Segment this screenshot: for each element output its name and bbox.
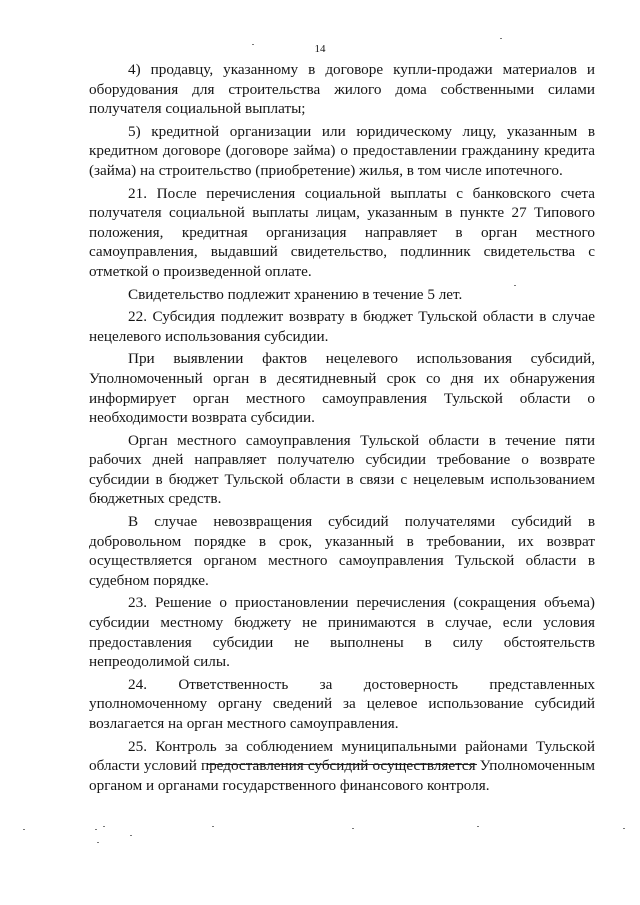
scan-speck bbox=[477, 826, 479, 827]
scan-speck bbox=[623, 828, 625, 829]
paragraph-item-4: 4) продавцу, указанному в договоре купли-продажи материалов и оборудования для строительства жилого дома собственными силами получателя социальной выплаты; bbox=[89, 61, 595, 118]
scan-speck bbox=[23, 829, 25, 830]
scan-speck bbox=[352, 828, 354, 829]
scan-speck bbox=[130, 835, 132, 836]
scan-speck bbox=[212, 826, 214, 827]
scan-speck bbox=[103, 826, 105, 827]
paragraph-judicial-recovery: В случае невозвращения субсидий получателями субсидий в добровольном порядке в срок, указанный в требовании, их возврат осуществляется органом местного самоуправления Тульской области в судебном порядке. bbox=[89, 513, 595, 589]
scan-speck bbox=[514, 285, 516, 286]
scan-speck bbox=[500, 38, 502, 39]
paragraph-23: 23. Решение о приостановлении перечисления (сокращения объема) субсидии местному бюджету не принимаются в случае, если условия предоставления субсидии не выполнены в силу обстоятельств непреодолимой силы. bbox=[89, 594, 595, 671]
end-of-text-rule bbox=[207, 764, 477, 765]
document-body bbox=[89, 60, 595, 798]
paragraph-24: 24. Ответственность за достоверность представленных уполномоченному органу сведений за целевое использование субсидий возлагается на орган местного самоуправления. bbox=[89, 675, 595, 732]
paragraph-item-5: 5) кредитной организации или юридическому лицу, указанным в кредитном договоре (договоре займа) о предоставлении гражданину кредита (займа) на строительство (приобретение) жилья, в том числе ипотечного. bbox=[89, 122, 595, 179]
paragraph-misuse-detection: При выявлении фактов нецелевого использования субсидий, Уполномоченный орган в десятидневный срок со дня их обнаружения информирует орган местного самоуправления Тульской области о необходимости возврата субсидии. bbox=[89, 350, 595, 427]
paragraph-25: 25. Контроль за соблюдением муниципальными районами Тульской области условий предоставления субсидий осуществляется Уполномоченным органом и органами государственного финансового контроля. bbox=[89, 737, 595, 794]
scan-speck bbox=[95, 829, 97, 830]
scan-speck bbox=[97, 842, 99, 843]
paragraph-22: 22. Субсидия подлежит возврату в бюджет Тульской области в случае нецелевого использования субсидии. bbox=[89, 308, 595, 345]
paragraph-refund-request: Орган местного самоуправления Тульской области в течение пяти рабочих дней направляет получателю субсидии требование о возврате субсидии в бюджет Тульской области в связи с нецелевым использованием бюджетных средств. bbox=[89, 431, 595, 508]
page-number: 14 bbox=[314, 43, 326, 55]
scan-speck bbox=[252, 44, 254, 45]
paragraph-21: 21. После перечисления социальной выплаты с банковского счета получателя социальной выплаты лицам, указанным в пункте 27 Типового положения, кредитная организация направляет в орган местного самоуправления, выдавший свидетельство, подлинник свидетельства с отметкой о произведенной оплате. bbox=[89, 184, 595, 280]
paragraph-certificate-storage: Свидетельство подлежит хранению в течение 5 лет. bbox=[128, 285, 463, 303]
